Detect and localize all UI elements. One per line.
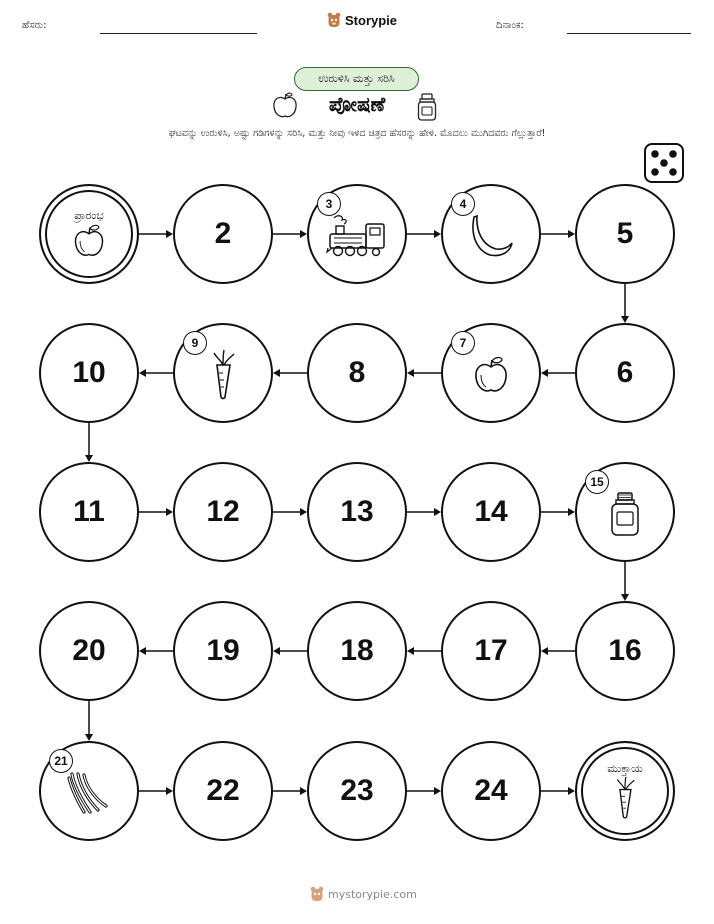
board-cell[interactable] bbox=[39, 462, 139, 562]
banana-icon bbox=[466, 213, 516, 263]
arrow-head bbox=[434, 787, 441, 795]
arrow-head bbox=[273, 369, 280, 377]
board-cell[interactable] bbox=[173, 184, 273, 284]
arrow-head bbox=[434, 230, 441, 238]
cell-number: 18 bbox=[340, 634, 374, 667]
cell-number: 5 bbox=[616, 217, 634, 250]
board-cell[interactable] bbox=[39, 323, 139, 423]
cell-number: 20 bbox=[72, 634, 106, 667]
page-title: ಪೋಷಣೆ bbox=[328, 92, 386, 116]
board-cell[interactable] bbox=[307, 741, 407, 841]
board-cell[interactable] bbox=[307, 462, 407, 562]
cell-number: 17 bbox=[474, 634, 508, 667]
cell-number: 10 bbox=[72, 356, 106, 389]
arrow-head bbox=[166, 508, 173, 516]
board-cell[interactable] bbox=[307, 323, 407, 423]
cell-number-badge: 4 bbox=[451, 192, 475, 216]
arrow-head bbox=[166, 230, 173, 238]
arrow-head bbox=[300, 787, 307, 795]
cell-number: 14 bbox=[474, 495, 508, 528]
board-cell[interactable] bbox=[441, 601, 541, 701]
beans-icon bbox=[66, 770, 112, 820]
cell-number: 8 bbox=[348, 356, 366, 389]
board-cell[interactable] bbox=[441, 741, 541, 841]
board-cell-picture[interactable] bbox=[173, 323, 273, 423]
cell-number: 12 bbox=[206, 495, 240, 528]
cell-number-badge: 7 bbox=[451, 331, 475, 355]
arrow-head bbox=[407, 647, 414, 655]
board-cell-picture[interactable] bbox=[307, 184, 407, 284]
board-cell[interactable] bbox=[575, 323, 675, 423]
board-cell-picture[interactable] bbox=[441, 323, 541, 423]
arrow-head bbox=[166, 787, 173, 795]
board-cell[interactable] bbox=[173, 601, 273, 701]
board-cell[interactable] bbox=[441, 462, 541, 562]
cell-number: 2 bbox=[214, 217, 232, 250]
board-cell-picture[interactable] bbox=[441, 184, 541, 284]
cell-number: 24 bbox=[474, 774, 508, 807]
board-cell[interactable] bbox=[173, 462, 273, 562]
arrow-head bbox=[621, 594, 629, 601]
cell-number: 16 bbox=[608, 634, 642, 667]
start-cell[interactable] bbox=[39, 184, 139, 284]
carrot-icon bbox=[608, 776, 642, 824]
board-cell[interactable] bbox=[575, 184, 675, 284]
board-cell-picture[interactable] bbox=[39, 741, 139, 841]
apple-icon bbox=[72, 223, 106, 263]
carrot-icon bbox=[208, 349, 238, 405]
start-label: ಪ್ರಾರಂಭ bbox=[74, 209, 104, 222]
arrow-head bbox=[568, 508, 575, 516]
board-cell[interactable] bbox=[173, 741, 273, 841]
arrow-head bbox=[568, 787, 575, 795]
cell-number: 6 bbox=[616, 356, 634, 389]
arrow-head bbox=[621, 316, 629, 323]
arrow-head bbox=[541, 647, 548, 655]
cell-number: 22 bbox=[206, 774, 240, 807]
board-cell[interactable] bbox=[307, 601, 407, 701]
arrow-head bbox=[273, 647, 280, 655]
train-icon bbox=[326, 214, 388, 262]
arrow-head bbox=[434, 508, 441, 516]
cell-number: 11 bbox=[73, 495, 105, 528]
apple-icon bbox=[472, 355, 510, 399]
cell-number-badge: 21 bbox=[49, 749, 73, 773]
finish-label: ಮುಕ್ತಾಯ bbox=[607, 762, 643, 775]
cell-number: 13 bbox=[340, 495, 374, 528]
board-cell[interactable] bbox=[575, 601, 675, 701]
arrow-head bbox=[541, 369, 548, 377]
game-type-tag: ಉರುಳಿಸಿ ಮತ್ತು ಸರಿಸಿ bbox=[294, 67, 419, 91]
arrow-head bbox=[139, 369, 146, 377]
brand-name: Storypie bbox=[345, 12, 398, 28]
arrow-head bbox=[300, 508, 307, 516]
finish-cell[interactable] bbox=[575, 741, 675, 841]
footer bbox=[310, 886, 417, 902]
cell-number: 19 bbox=[206, 634, 240, 667]
name-label: ಹೆಸರು: bbox=[22, 20, 47, 31]
cell-number-badge: 3 bbox=[317, 192, 341, 216]
date-label: ದಿನಾಂಕ: bbox=[496, 20, 524, 31]
arrow-head bbox=[407, 369, 414, 377]
cell-number: 23 bbox=[340, 774, 374, 807]
jar-icon bbox=[609, 491, 641, 541]
arrow-head bbox=[300, 230, 307, 238]
cell-number-badge: 15 bbox=[585, 470, 609, 494]
arrow-head bbox=[139, 647, 146, 655]
footer-site: mystorypie.com bbox=[328, 887, 417, 901]
board-cell-picture[interactable] bbox=[575, 462, 675, 562]
arrow-head bbox=[85, 455, 93, 462]
arrow-head bbox=[568, 230, 575, 238]
board-cell[interactable] bbox=[39, 601, 139, 701]
arrow-head bbox=[85, 734, 93, 741]
cell-number-badge: 9 bbox=[183, 331, 207, 355]
storypie-mascot-icon bbox=[310, 886, 324, 902]
instructions: ಘಟವನ್ನು ಉರುಳಿಸಿ, ಅಷ್ಟು ಗಡಿಗಳನ್ನು ಸರಿಸಿ, ಮತ್ತು ನೀವು ಇಳಿದ ಚಿತ್ರದ ಹೆಸರನ್ನು ಹೇಳಿ. ಮೊದಲು ಮುಗಿದವರು ಗೆಲ್ಲುತ್ತಾರೆ! bbox=[168, 128, 546, 139]
